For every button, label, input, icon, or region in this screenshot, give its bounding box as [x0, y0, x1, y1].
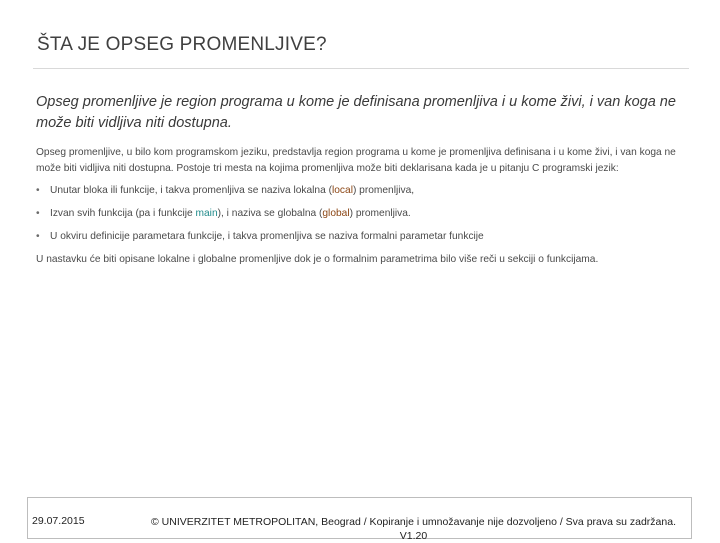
- bullet-item-formal: [36, 229, 676, 245]
- title-divider: [33, 68, 689, 69]
- footer: [27, 497, 692, 542]
- bullet-text: ) promenljiva.: [349, 208, 411, 219]
- lead-statement: Opseg promenljive je region programa u kome je definisana promenljiva i u kome živi, i van koga ne može biti vidljiva niti dostupna.: [36, 94, 676, 131]
- bullet-item-global: [36, 206, 676, 222]
- bullet-icon: •: [36, 231, 40, 242]
- closing-paragraph: U nastavku će biti opisane lokalne i globalne promenljive dok je o formalnim parametrima bilo više reči u sekciji o funkcijama.: [36, 254, 599, 265]
- bullet-item-local: [36, 183, 676, 199]
- bullet-icon: •: [36, 185, 40, 196]
- bullet-text: ), i naziva se globalna (: [217, 208, 323, 219]
- keyword-main: main: [195, 208, 218, 219]
- bullet-text: Unutar bloka ili funkcije, i takva promenljiva se naziva lokalna (: [50, 185, 332, 196]
- keyword-local: local: [332, 185, 353, 196]
- bullet-text: Izvan svih funkcija (pa i funkcije: [50, 208, 196, 219]
- bullet-text: ) promenljiva,: [352, 185, 415, 196]
- bullet-icon: •: [36, 208, 40, 219]
- intro-paragraph: Opseg promenljive, u bilo kom programskom jeziku, predstavlja region programa u kome je promenljiva definisana i u kome živi, i van koga ne može biti vidljiva niti dostupna. Postoje tri mesta na kojima promenljiva može biti deklarisana kada je u pitanju C programski jezik:: [36, 147, 676, 174]
- body-text: [36, 145, 676, 268]
- footer-date: 29.07.2015: [32, 515, 85, 527]
- bullet-list: [36, 183, 676, 245]
- keyword-global: global: [322, 208, 350, 219]
- slide-title: ŠTA JE OPSEG PROMENLJIVE?: [37, 34, 327, 55]
- bullet-text: U okviru definicije parametara funkcije, i takva promenljiva se naziva formalni parametar funkcije: [50, 231, 484, 242]
- footer-copyright: © UNIVERZITET METROPOLITAN, Beograd / Kopiranje i umnožavanje nije dozvoljeno / Sva prava su zadržana. V1.20: [151, 516, 676, 542]
